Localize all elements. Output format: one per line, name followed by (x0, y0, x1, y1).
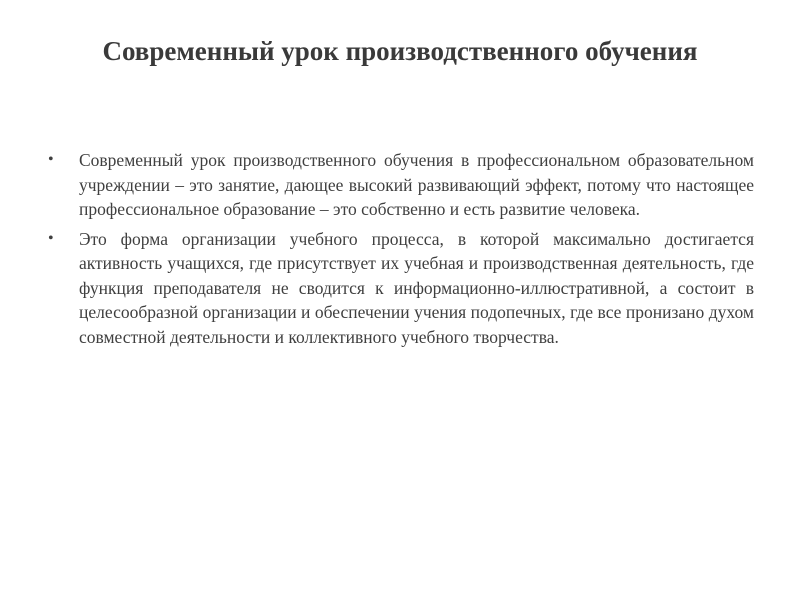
list-item (48, 227, 754, 350)
bullet-icon: • (48, 229, 54, 247)
bullet-icon: • (48, 151, 54, 168)
bullet-text: Современный урок производственного обучения в профессиональном образовательном учреждении – это занятие, дающее высокий развивающий эффект, потому что настоящее профессиональное образование – это собственно и есть развитие человека. (79, 150, 754, 219)
bullet-list (48, 148, 754, 354)
bullet-text: Это форма организации учебного процесса, в которой максимально достигается активность учащихся, где присутствует их учебная и производственная деятельность, где функция преподавателя не сводится к информационно-иллюстративной, а состоит в целесообразной организации и обеспечении учения подопечных, где все пронизано духом совместной деятельности и коллективного учебного творчества. (79, 228, 754, 347)
list-item (48, 148, 754, 222)
slide-title: Современный урок производственного обучения (102, 36, 698, 66)
